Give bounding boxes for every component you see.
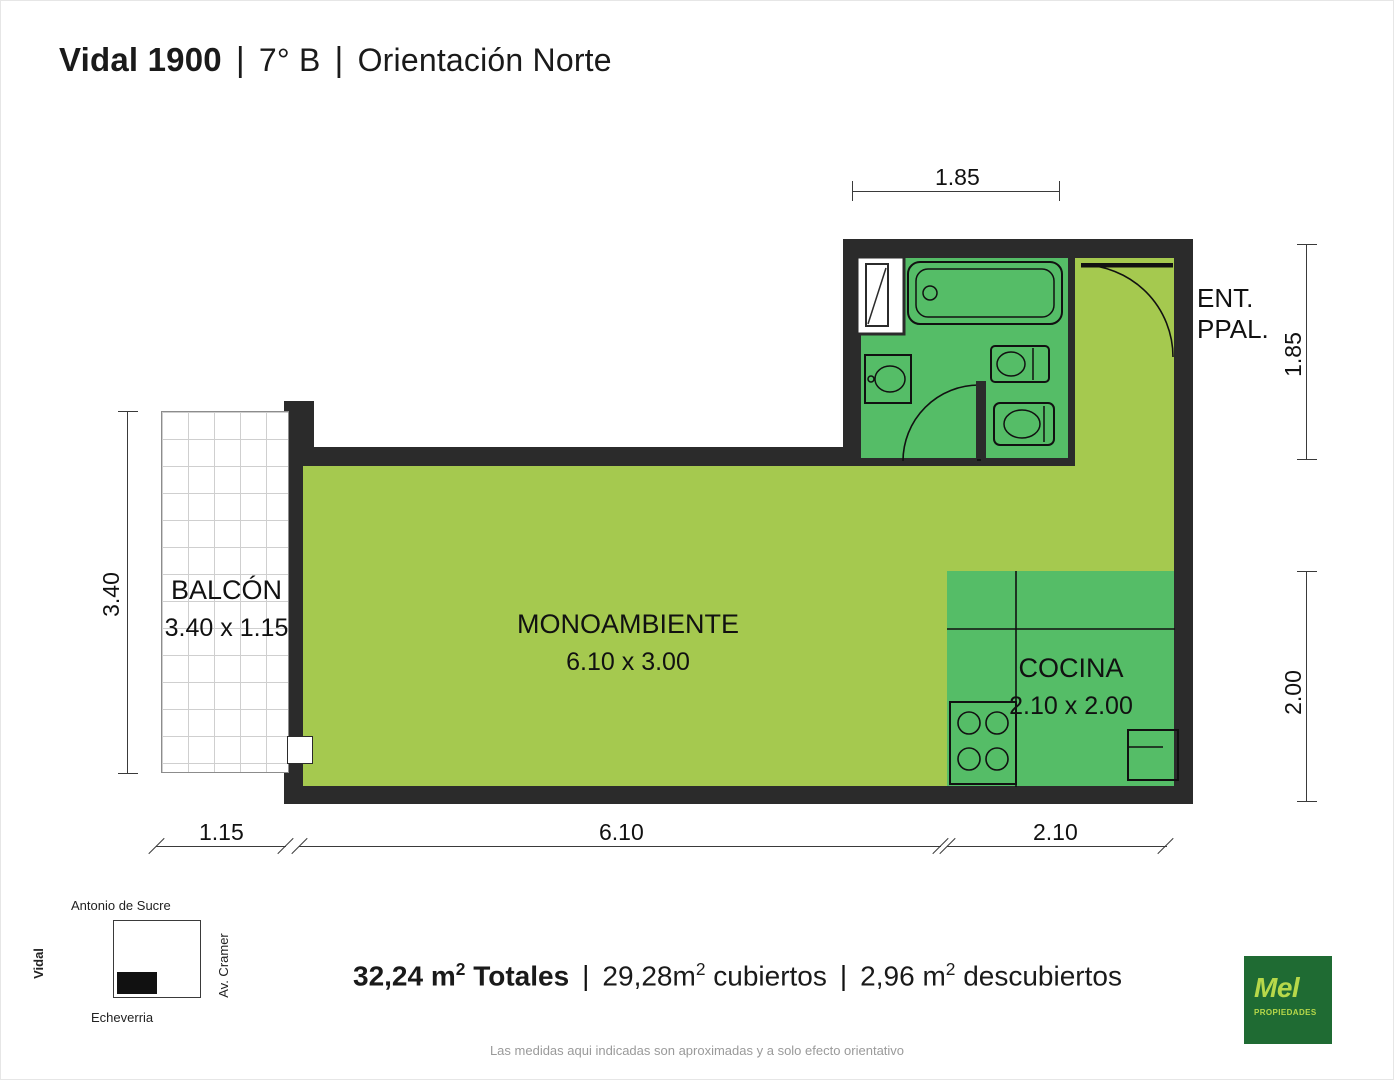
covered-area-label: cubiertos	[713, 960, 827, 992]
summary-separator-1: |	[582, 960, 590, 992]
bathtub-icon	[906, 259, 1064, 331]
uncovered-area-label: descubiertos	[963, 960, 1122, 992]
uncovered-area-number: 2,96 m	[860, 960, 946, 992]
dimension-top-bath: 1.85	[935, 164, 980, 190]
room-label-monoambiente	[433, 605, 823, 680]
title-address: Vidal 1900	[59, 41, 222, 78]
balcony-door-opening	[287, 736, 313, 764]
cocina-name: COCINA	[1018, 653, 1124, 683]
dimension-bottom-kitchen: 2.10	[1033, 819, 1078, 845]
disclaimer-text: Las medidas aqui indicadas son aproximadas y a solo efecto orientativo	[489, 1043, 905, 1058]
locator-street-right: Av. Cramer	[215, 933, 231, 998]
title-separator-2: |	[334, 41, 344, 79]
dimline-top-bath	[852, 191, 1060, 192]
locator-building-marker	[117, 972, 157, 994]
room-label-balcon	[129, 571, 324, 646]
dimline-bottom-main	[299, 846, 941, 847]
title-orientation: Orientación Norte	[357, 42, 612, 78]
balcon-dimensions: 3.40 x 1.15	[164, 614, 289, 643]
dimtick-top-bath-left	[852, 181, 853, 201]
dimtick-right-top-b	[1297, 459, 1317, 460]
uncovered-area	[860, 959, 1122, 992]
dimension-right-bottom: 2.00	[1279, 670, 1306, 715]
covered-area	[602, 959, 826, 992]
dimtick-right-bottom-b	[1297, 801, 1317, 802]
locator-street-top: Antonio de Sucre	[71, 898, 171, 913]
shaft-detail	[856, 256, 906, 336]
logo-tagline: PROPIEDADES	[1254, 1008, 1317, 1017]
total-area-label: Totales	[473, 960, 570, 992]
dimtick-top-bath-right	[1059, 181, 1060, 201]
kitchen-appliance-icon	[1127, 729, 1179, 781]
total-area-number: 32,24 m	[353, 960, 456, 992]
total-area-value	[353, 959, 569, 992]
room-label-cocina	[931, 649, 1211, 724]
company-logo	[1244, 956, 1332, 1044]
bathroom-entry-opening	[976, 381, 986, 459]
dimtick-right-bottom-a	[1297, 571, 1317, 572]
total-area-sup: 2	[455, 959, 466, 979]
dimline-bottom-balcony	[156, 846, 286, 847]
dimline-left-balcony	[127, 411, 128, 773]
dimtick-left-balcony-a	[118, 411, 138, 412]
monoambiente-dimensions: 6.10 x 3.00	[566, 648, 690, 677]
balcon-name: BALCÓN	[170, 575, 283, 605]
logo-name: Mel	[1254, 972, 1300, 1003]
title-separator-1: |	[235, 41, 245, 79]
bathroom-door-swing	[901, 383, 987, 463]
toilet-icon	[992, 401, 1056, 447]
bidet-icon	[989, 344, 1051, 384]
title-unit: 7° B	[258, 42, 321, 78]
cocina-dimensions: 2.10 x 2.00	[1009, 692, 1133, 721]
dimension-left-balcony: 3.40	[97, 572, 124, 617]
entrance-label-line1: ENT.	[1197, 283, 1254, 313]
locator-map	[30, 894, 241, 1039]
monoambiente-name: MONOAMBIENTE	[516, 609, 739, 639]
dimtick-left-balcony-b	[118, 773, 138, 774]
dimension-bottom-main: 6.10	[599, 819, 644, 845]
dimension-bottom-balcony: 1.15	[199, 819, 244, 845]
locator-street-left: Vidal	[30, 948, 46, 979]
covered-area-sup: 2	[695, 959, 706, 979]
summary-separator-2: |	[839, 960, 848, 992]
dimline-bottom-kitchen	[947, 846, 1167, 847]
dimension-right-top: 1.85	[1279, 332, 1306, 377]
uncovered-area-sup: 2	[945, 959, 956, 979]
entrance-door-swing	[1079, 263, 1175, 359]
entrance-label	[1197, 283, 1269, 344]
area-summary	[353, 959, 1122, 992]
locator-street-bottom: Echeverria	[91, 1010, 154, 1025]
dimtick-right-top-a	[1297, 244, 1317, 245]
entrance-label-line2: PPAL.	[1197, 313, 1269, 344]
kitchen-upper-shelf-line	[947, 627, 1175, 631]
covered-area-number: 29,28m	[602, 960, 696, 992]
